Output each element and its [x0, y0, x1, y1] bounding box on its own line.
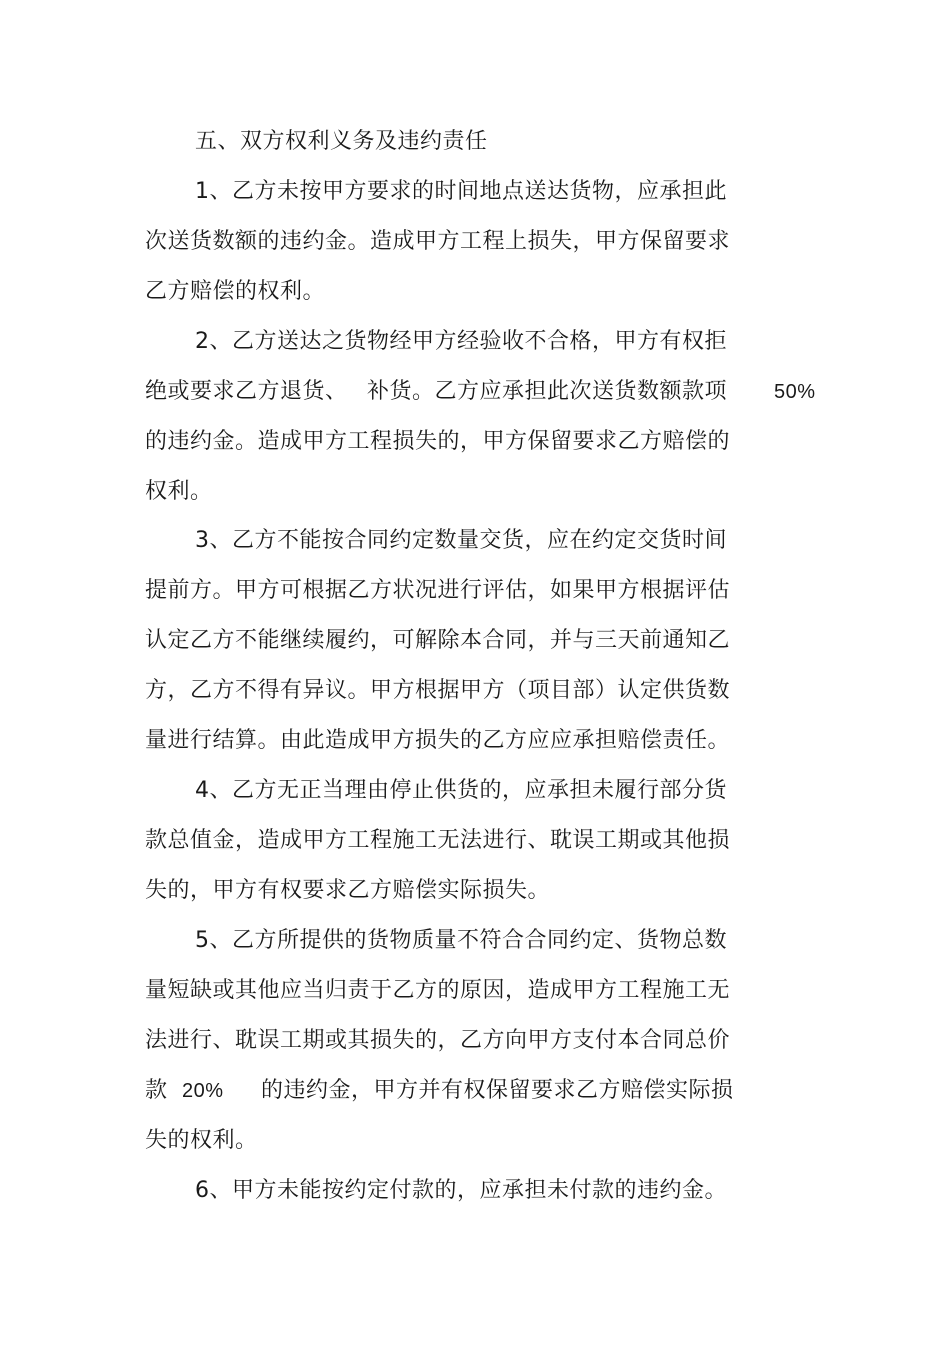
clause-5-line-1: 5、乙方所提供的货物质量不符合合同约定、货物总数 — [195, 928, 727, 953]
clause-1-line-2: 次送货数额的违约金。造成甲方工程上损失，甲方保留要求 — [145, 229, 731, 254]
clause-2-line-3: 的违约金。造成甲方工程损失的，甲方保留要求乙方赔偿的 — [145, 429, 731, 454]
clause-3-line-5: 量进行结算。由此造成甲方损失的乙方应应承担赔偿责任。 — [145, 728, 731, 753]
section-heading: 五、双方权利义务及违约责任 — [195, 129, 488, 154]
clause-3-line-1: 3、乙方不能按合同约定数量交货，应在约定交货时间 — [195, 528, 727, 553]
clause-2-line-2b: 补货。乙方应承担此次送货数额款项 — [367, 379, 728, 404]
clause-4-line-1: 4、乙方无正当理由停止供货的，应承担未履行部分货 — [195, 778, 727, 803]
clause-1-line-3: 乙方赔偿的权利。 — [145, 279, 326, 304]
clause-3-line-2: 提前方。甲方可根据乙方状况进行评估，如果甲方根据评估 — [145, 578, 731, 603]
clause-5-line-3: 法进行、耽误工期或其损失的，乙方向甲方支付本合同总价 — [145, 1028, 731, 1053]
clause-2-line-4: 权利。 — [145, 479, 213, 504]
clause-5-line-4b: 的违约金，甲方并有权保留要求乙方赔偿实际损 — [261, 1078, 734, 1103]
clause-4-line-3: 失的，甲方有权要求乙方赔偿实际损失。 — [145, 878, 551, 903]
clause-5-percent: 20% — [182, 1080, 224, 1102]
clause-5-line-4a: 款 — [145, 1078, 168, 1103]
clause-6-line-1: 6、甲方未能按约定付款的，应承担未付款的违约金。 — [195, 1178, 727, 1203]
clause-1-line-1: 1、乙方未按甲方要求的时间地点送达货物，应承担此 — [195, 179, 727, 204]
clause-2-line-2a: 绝或要求乙方退货、 — [145, 379, 348, 404]
clause-5-line-5: 失的权利。 — [145, 1128, 258, 1153]
clause-3-line-3: 认定乙方不能继续履约，可解除本合同，并与三天前通知乙 — [145, 628, 731, 653]
clause-2-line-1: 2、乙方送达之货物经甲方经验收不合格，甲方有权拒 — [195, 329, 727, 354]
clause-5-line-2: 量短缺或其他应当归责于乙方的原因，造成甲方工程施工无 — [145, 978, 731, 1003]
clause-4-line-2: 款总值金，造成甲方工程施工无法进行、耽误工期或其他损 — [145, 828, 731, 853]
clause-2-percent: 50% — [774, 381, 816, 403]
clause-3-line-4: 方，乙方不得有异议。甲方根据甲方（项目部）认定供货数 — [145, 678, 731, 703]
